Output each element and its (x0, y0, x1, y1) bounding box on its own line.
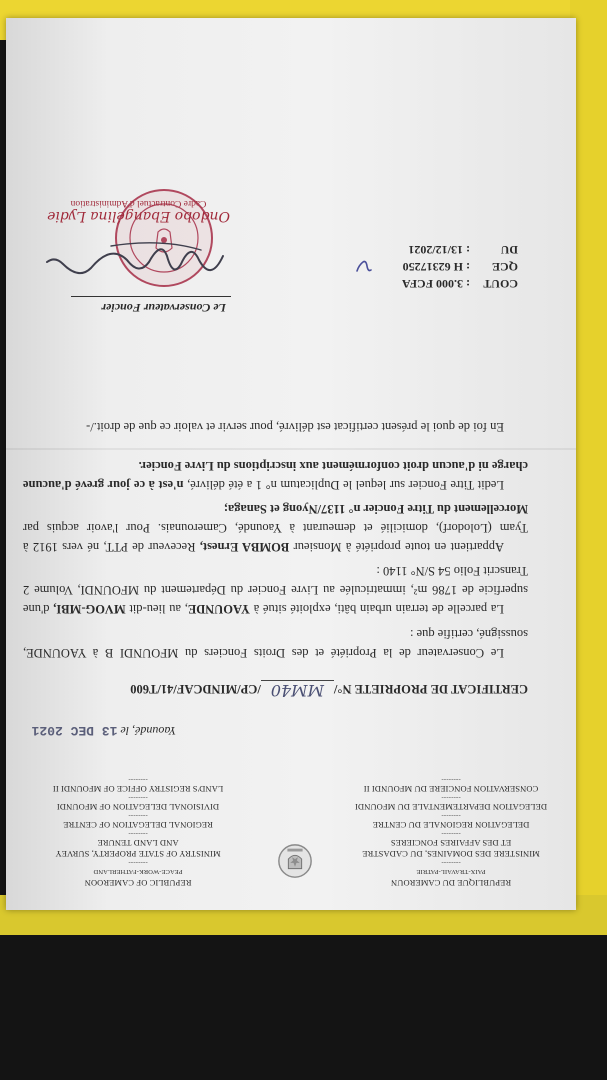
parcel-text-2: , au lieu-dit (125, 602, 188, 616)
header-divider: -------- (128, 812, 148, 820)
land-conservation-fr: CONSERVATION FONCIERE DU MFOUNDI II (363, 784, 539, 794)
divisional-delegation-en: DIVISIONAL DELEGATION OF MFOUNDI (56, 802, 220, 812)
handwritten-check-icon (354, 256, 374, 274)
signer-underline (71, 296, 231, 297)
country-name-fr: REPUBLIQUE DU CAMEROUN (390, 878, 512, 888)
owner-text-2: Receveur de PTT, né vers 1912 à Tyam (Lolodorf), domicilié et demeurant à Yaoundé, Camerounais. Pour l'avoir acquis par (22, 521, 528, 554)
issue-date-line (32, 723, 176, 738)
fee-label: COUT (483, 277, 518, 291)
header-divider: -------- (441, 830, 461, 838)
official-role: Cadre Contractuel d'Administration (70, 198, 207, 208)
fee-row-cout (402, 275, 518, 292)
owner-paragraph (23, 499, 528, 556)
fee-row-qce (402, 258, 518, 275)
country-name-en: REPUBLIC OF CAMEROON (84, 878, 192, 888)
header-left-french (336, 776, 566, 888)
ministry-en-line-2: AND LAND TENURE (97, 838, 179, 848)
fee-label: DU (500, 243, 518, 257)
land-registry-en: LAND'S REGISTRY OFFICE OF MFOUNDI II (52, 784, 224, 794)
acquisition-mode: Morcellement du Titre Foncier n° 1137/Nyong et Sanaga; (223, 502, 528, 516)
header-divider: -------- (441, 776, 461, 784)
parcel-locality: MVOG-MBI, (53, 602, 126, 616)
motto-fr: PAIX-TRAVAIL-PATRIE (416, 868, 486, 875)
header-right-english (18, 776, 258, 888)
official-name-stamp (47, 198, 230, 224)
departmental-delegation-fr: DELEGATION DEPARTEMENTALE DU MFOUNDI (354, 802, 548, 812)
certificate-number-handwritten: MM40 (261, 680, 334, 700)
closing-paragraph (23, 417, 528, 436)
title-prefix: CERTIFICAT DE PROPRIETE N°/ (333, 682, 528, 696)
intro-text: Le Conservateur de la Propriété et des Droits Fonciers du MFOUNDI B à YAOUNDE, soussigné, certifie que : (23, 627, 528, 660)
date-stamp: 13 DEC 2021 (31, 723, 118, 738)
owner-text-1: Appartient en toute propriété à Monsieur (289, 540, 504, 554)
cameroon-emblem-icon (276, 842, 314, 880)
title-suffix: /CP/MINDCAF/41/T600 (130, 682, 261, 696)
certificate-content (6, 18, 576, 910)
certificate-page-rotated (6, 18, 576, 910)
encumbrance-paragraph (23, 456, 528, 494)
fee-row-du (402, 241, 518, 258)
parcel-paragraph (23, 561, 528, 618)
motto-en: PEACE-WORK-FATHERLAND (93, 868, 183, 875)
owner-name: BOMBA Ernest, (199, 540, 290, 554)
fees-block (402, 241, 518, 292)
certificate-title (130, 681, 528, 700)
header-divider: -------- (441, 794, 461, 802)
regional-delegation-en: REGIONAL DELEGATION OF CENTRE (63, 820, 213, 830)
encumbrance-text-2: n'est à ce jour grevé d'aucune charge ni d'aucun droit conformément aux inscriptions du Livre Foncier. (23, 459, 528, 492)
ministry-en-line-1: MINISTRY OF STATE PROPERTY, SURVEY (55, 849, 221, 859)
parcel-text-1: La parcelle de terrain urbain bâti, exploité situé à (249, 602, 504, 616)
fee-value: : 13/12/2021 (408, 243, 470, 257)
official-name: Ondobo Ebangélina Lydie (47, 208, 230, 224)
intro-paragraph (23, 624, 528, 662)
header-divider: -------- (128, 794, 148, 802)
fee-value: : 3.000 FCFA (401, 277, 470, 291)
header-divider: -------- (128, 859, 148, 867)
header-divider: -------- (441, 859, 461, 867)
certificate-sheet (6, 18, 576, 910)
header-divider: -------- (128, 776, 148, 784)
ministry-fr-line-1: MINISTERE DES DOMAINES, DU CADASTRE (362, 849, 540, 859)
handwritten-signature-icon (41, 230, 231, 290)
header-divider: -------- (441, 812, 461, 820)
encumbrance-text-1: Ledit Titre Foncier sur lequel le Duplicatum n° 1 a été délivré, (183, 478, 504, 492)
fee-value: : H 62317250 (402, 260, 470, 274)
signer-title: Le Conservateur Foncier (101, 301, 226, 315)
header-divider: -------- (128, 830, 148, 838)
closing-text: En foi de quoi le présent certificat est délivré, pour servir et valoir ce que de droit./- (86, 420, 504, 434)
parcel-text-3: d'une superficie de 1786 m², immatriculée au Livre Foncier du Département du MFOUNDI, Volume 2 Transcrit Folio 54 S/N° 1140 : (23, 564, 528, 616)
parcel-city: YAOUNDE (187, 602, 250, 616)
fee-label: QCE (491, 260, 518, 274)
regional-delegation-fr: DELEGATION REGIONALE DU CENTRE (372, 820, 530, 830)
ministry-fr-line-2: ET DES AFFAIRES FONCIERES (390, 838, 512, 848)
date-prefix: Yaoundé, le (120, 724, 176, 738)
